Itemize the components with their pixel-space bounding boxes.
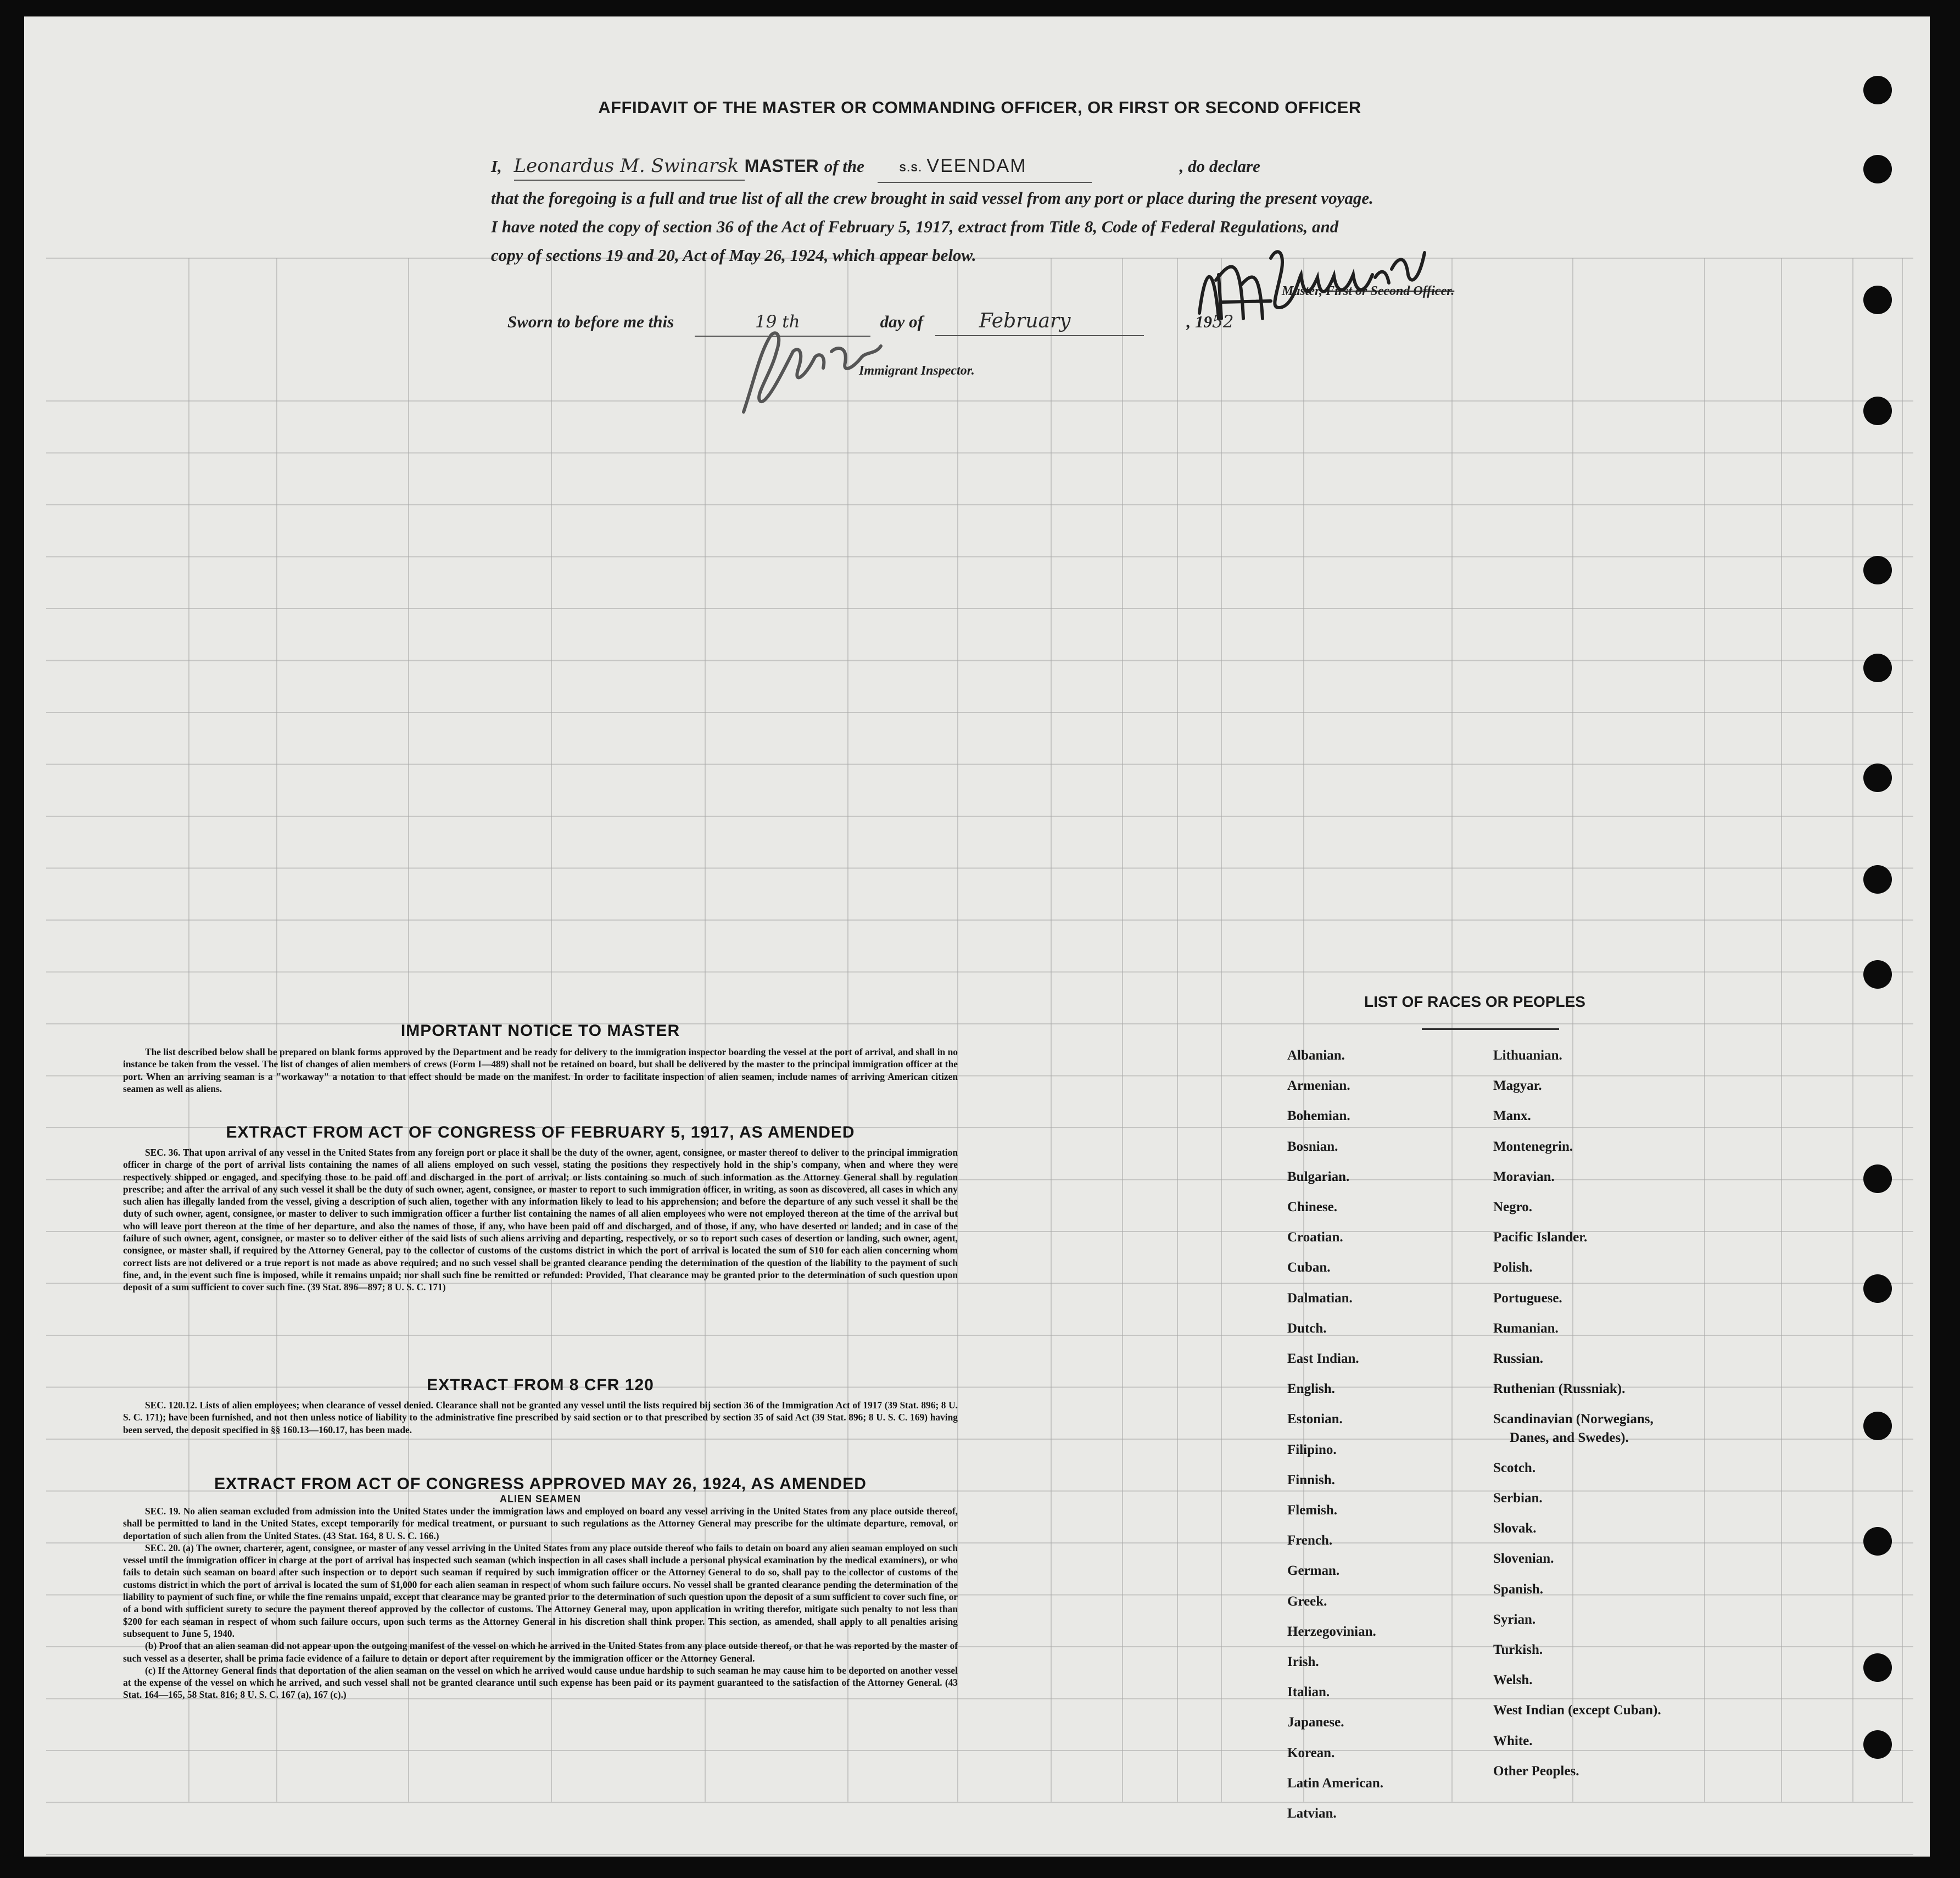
race-item: Slovak. <box>1493 1521 1537 1536</box>
extract-1924-sec20a: SEC. 20. (a) The owner, charterer, agent, consignee, or master of any vessel arriving in the United States from any place outside thereof who fails to detain on board any alien seaman employed on such vessel until the immigration officer in charge at the port of arrival has inspected such seaman (which inspection in all cases shall include a personal physical examination by the medical examiners), or who fails to detain such seaman on board after such inspection or to deport such seaman if required by such immigration officer or the Attorney General to do so, shall pay to the collector of customs of the customs district in which the port of arrival is located the sum of $1,000 for each alien seaman in respect of whom such failure occurs. No vessel shall be granted clearance pending the determination of the liability to payment of such fine, or while the fine remains unpaid, except that clearance may be granted prior to the determination of such question upon the deposit of a sum sufficient to cover such fine, or of a bond with sufficient surety to secure the payment thereof approved by the collector of customs. The Attorney General may, upon application in writing therefor, mitigate such penalty to not less than $200 for each seaman in respect of whom such failure occurs, upon such terms as the Attorney General in his discretion shall think proper. This section, as amended, shall apply to all penalties arising subsequent to June 5, 1940. <box>123 1542 958 1639</box>
punch-hole <box>1863 76 1892 104</box>
race-item: Russian. <box>1493 1351 1544 1366</box>
race-item: Irish. <box>1287 1654 1319 1669</box>
punch-hole <box>1863 1274 1892 1303</box>
race-item: Japanese. <box>1287 1715 1344 1730</box>
race-item: Latvian. <box>1287 1806 1337 1821</box>
race-item: Croatian. <box>1287 1230 1343 1245</box>
extract-1924-subtitle: ALIEN SEAMEN <box>499 1494 581 1504</box>
punch-hole <box>1863 1412 1892 1440</box>
master-name: Leonardus M. Swinarsk <box>514 152 745 181</box>
extract-1917-title: EXTRACT FROM ACT OF CONGRESS OF FEBRUARY 5, 1917, AS AMENDED <box>226 1123 855 1141</box>
race-item: Scandinavian (Norwegians, <box>1493 1412 1654 1427</box>
race-item: Lithuanian. <box>1493 1048 1562 1063</box>
punch-hole <box>1863 286 1892 314</box>
notice-body: The list described below shall be prepared on blank forms approved by the Department and be ready for delivery to the immigration inspector boarding the vessel at the port of arrival, and shall in no instance be taken from the vessel. The list of changes of alien members of crews (Form I—489) shall not be retained on board, but shall be delivered by the master to the principal immigration officer at the port. When an arriving seaman is a "workaway" a notation to that effect should be made on the manifest. In order to facilitate inspection of alien seamen, include names of arriving American citizen seamen as well as aliens. <box>123 1046 958 1094</box>
month-value: February <box>935 308 1144 336</box>
extract-cfr <box>123 1376 958 1436</box>
races-rule <box>1422 1028 1559 1030</box>
punch-hole <box>1863 1527 1892 1556</box>
important-notice <box>123 1022 958 1095</box>
race-item: East Indian. <box>1287 1351 1359 1366</box>
race-item: Bohemian. <box>1287 1108 1350 1124</box>
race-item: English. <box>1287 1381 1335 1397</box>
race-item: Bosnian. <box>1287 1139 1338 1154</box>
race-item: White. <box>1493 1733 1533 1748</box>
race-item: German. <box>1287 1563 1340 1579</box>
punch-hole <box>1863 1164 1892 1193</box>
punch-hole <box>1863 960 1892 989</box>
document-page <box>24 16 1930 1857</box>
role-label: MASTER <box>744 156 819 176</box>
punch-hole <box>1863 1653 1892 1682</box>
race-item: Dalmatian. <box>1287 1290 1353 1306</box>
race-item: French. <box>1287 1533 1333 1548</box>
race-item: Latin American. <box>1287 1775 1383 1791</box>
race-item: Negro. <box>1493 1200 1533 1214</box>
race-item: Montenegrin. <box>1493 1139 1573 1154</box>
race-item: Finnish. <box>1287 1472 1335 1487</box>
punch-hole <box>1863 155 1892 183</box>
affidavit-pronoun: I, <box>491 157 502 176</box>
race-item: Ruthenian (Russniak). <box>1493 1381 1626 1397</box>
race-item: Herzegovinian. <box>1287 1624 1376 1639</box>
race-item: Flemish. <box>1287 1503 1337 1518</box>
race-item: Dutch. <box>1287 1320 1327 1336</box>
races-title: LIST OF RACES OR PEOPLES <box>1364 993 1585 1010</box>
day-value: 19 th <box>695 308 870 337</box>
do-declare: , do declare <box>1179 157 1260 176</box>
race-item: Turkish. <box>1493 1642 1543 1657</box>
race-item: Danes, and Swedes). <box>1510 1430 1629 1445</box>
day-of-label: day of <box>880 312 923 331</box>
inspector-label: Immigrant Inspector. <box>859 364 975 378</box>
race-item: Welsh. <box>1493 1673 1533 1688</box>
race-item: Scotch. <box>1493 1460 1536 1475</box>
punch-hole <box>1863 764 1892 792</box>
punch-hole <box>1863 1730 1892 1759</box>
race-item: Polish. <box>1493 1260 1533 1275</box>
race-item: Syrian. <box>1493 1612 1536 1627</box>
extract-1917-body: SEC. 36. That upon arrival of any vessel in the United States from any foreign port or place it shall be the duty of the owner, agent, consignee, or master thereof to deliver to the principal immigration officer in charge of the port of arrival lists containing the names of all aliens employed on such vessel, stating the positions they respectively hold in the ship's company, when and where they were respectively shipped or engaged, and specifying those to be paid off and discharged in the port of arrival; or lists containing so much of such information as the Attorney General shall by regulation prescribe; and after the arrival of any such vessel it shall be the duty of such owner, agent, consignee, or master to report to such immigration officer, in writing, as soon as discovered, all cases in which any such alien has illegally landed from the vessel, giving a description of such alien, together with any information likely to lead to his apprehension; and before the departure of any such vessel it shall be the duty of such owner, agent, consignee, or master to deliver to such immigration officer a further list containing the names of all alien employees who were not employed thereon at the time of the arrival but who will leave port thereon at the time of her departure, and also the names of those, if any, who have been paid off and discharged, and of those, if any, who have deserted or landed; and in case of the failure of such owner, agent, consignee, or master so to deliver either of the said lists of such aliens arriving and departing, respectively, or so to report such cases of desertion or landing, such owner, agent, consignee, or master shall, if required by the Attorney General, pay to the collector of customs of the customs district in which the port of arrival is located the sum of $10 for each alien concerning whom correct lists are not delivered or a true report is not made as above required; and no such vessel shall be granted clearance pending the determination of the question of the liability to the payment of such fine, and, in the event such fine is imposed, while it remains unpaid; nor shall such fine be remitted or refunded: Provided, That clearance may be granted prior to the determination of such question upon deposit of a sum sufficient to cover such fine. (39 Stat. 896—897; 8 U. S. C. 171) <box>123 1147 958 1293</box>
caption-master: Master, <box>1282 284 1323 298</box>
ship-name: VEENDAM <box>926 155 1027 176</box>
caption-struck-officer: First or Second Officer. <box>1326 284 1455 298</box>
punch-hole <box>1863 654 1892 682</box>
ship-field <box>878 152 1092 183</box>
race-item: Cuban. <box>1287 1260 1331 1275</box>
race-item: Spanish. <box>1493 1581 1544 1597</box>
extract-1917 <box>123 1123 958 1294</box>
race-item: Bulgarian. <box>1287 1169 1350 1184</box>
notice-title: IMPORTANT NOTICE TO MASTER <box>400 1022 680 1040</box>
race-item: Armenian. <box>1287 1078 1350 1094</box>
race-item: Other Peoples. <box>1493 1763 1579 1779</box>
sworn-label: Sworn to before me this <box>507 312 674 331</box>
punch-hole <box>1863 556 1892 584</box>
of-the-label: of the <box>824 157 864 176</box>
extract-1924 <box>123 1475 958 1701</box>
race-item: Italian. <box>1287 1685 1330 1700</box>
race-item: West Indian (except Cuban). <box>1493 1703 1661 1718</box>
master-signature <box>1188 236 1441 335</box>
race-item: Magyar. <box>1493 1078 1542 1094</box>
punch-hole <box>1863 397 1892 425</box>
race-item: Korean. <box>1287 1745 1335 1760</box>
punch-hole <box>1863 865 1892 894</box>
race-item: Chinese. <box>1287 1200 1337 1214</box>
race-item: Manx. <box>1493 1108 1531 1124</box>
extract-1924-sec20b: (b) Proof that an alien seaman did not appear upon the outgoing manifest of the vessel on which he arrived in the United States from any place outside thereof, or that he was reported by the master of such vessel as a deserter, shall be prima facie evidence of a failure to detain or deport after requirement by the immigration officer or the Attorney General. <box>123 1640 958 1664</box>
race-item: Greek. <box>1287 1593 1327 1609</box>
affidavit-line-3: I have noted the copy of section 36 of the Act of February 5, 1917, extract from Title 8, Code of Federal Regulations, and <box>491 217 1339 236</box>
inspector-signature <box>722 313 897 423</box>
extract-1924-sec20c: (c) If the Attorney General finds that deportation of the alien seaman on the vessel on which he arrived would cause undue hardship to such seaman he may cause him to be deported on another vessel at the expense of the vessel on which he arrived, and such vessel shall not be granted clearance until such expense has been paid or its payment guaranteed to the satisfaction of the Attorney General. (43 Stat. 164—165, 58 Stat. 816; 8 U. S. C. 167 (a), 167 (c).) <box>123 1664 958 1701</box>
extract-cfr-title: EXTRACT FROM 8 CFR 120 <box>427 1376 654 1394</box>
race-item: Filipino. <box>1287 1442 1337 1457</box>
affidavit-line-4: copy of sections 19 and 20, Act of May 26, 1924, which appear below. <box>491 246 976 265</box>
race-item: Rumanian. <box>1493 1320 1559 1336</box>
extract-1924-sec19: SEC. 19. No alien seaman excluded from admission into the United States under the immigration laws and employed on board any vessel arriving in the United States from any place outside thereof, shall be permitted to land in the United States, except temporarily for medical treatment, or pursuant to such regulations as the Attorney General may prescribe for the ultimate departure, removal, or deportation of such alien from the United States. (43 Stat. 164, 8 U. S. C. 166.) <box>123 1506 958 1541</box>
race-item: Pacific Islander. <box>1493 1230 1588 1245</box>
race-item: Slovenian. <box>1493 1551 1554 1567</box>
year-prefix: , 19 <box>1186 312 1212 331</box>
race-item: Moravian. <box>1493 1169 1555 1184</box>
race-item: Albanian. <box>1287 1048 1345 1063</box>
affidavit-line-2: that the foregoing is a full and true list of all the crew brought in said vessel from any port or place during the present voyage. <box>491 188 1373 208</box>
year-value: 52 <box>1212 312 1234 332</box>
ship-prefix: S.S. <box>899 162 923 174</box>
race-item: Portuguese. <box>1493 1290 1562 1306</box>
race-item: Serbian. <box>1493 1491 1543 1506</box>
extract-1924-title: EXTRACT FROM ACT OF CONGRESS APPROVED MAY 26, 1924, AS AMENDED <box>214 1475 867 1493</box>
affidavit-title: AFFIDAVIT OF THE MASTER OR COMMANDING OFFICER, OR FIRST OR SECOND OFFICER <box>598 98 1361 117</box>
affidavit-line-1 <box>491 152 1260 183</box>
extract-cfr-body: SEC. 120.12. Lists of alien employees; when clearance of vessel denied. Clearance shall not be granted any vessel until the lists required bij section 36 of the Immigration Act of 1917 (39 Stat. 896; 8 U. S. C. 171); have been furnished, and not then unless notice of liability to the administrative fine prescribed by said section or to that prescribed by section 35 of said Act (39 Stat. 896; 8 U. S. C. 169) having been served, the deposit specified in §§ 160.13—160.17, has been made. <box>123 1400 958 1435</box>
race-item: Estonian. <box>1287 1412 1343 1427</box>
